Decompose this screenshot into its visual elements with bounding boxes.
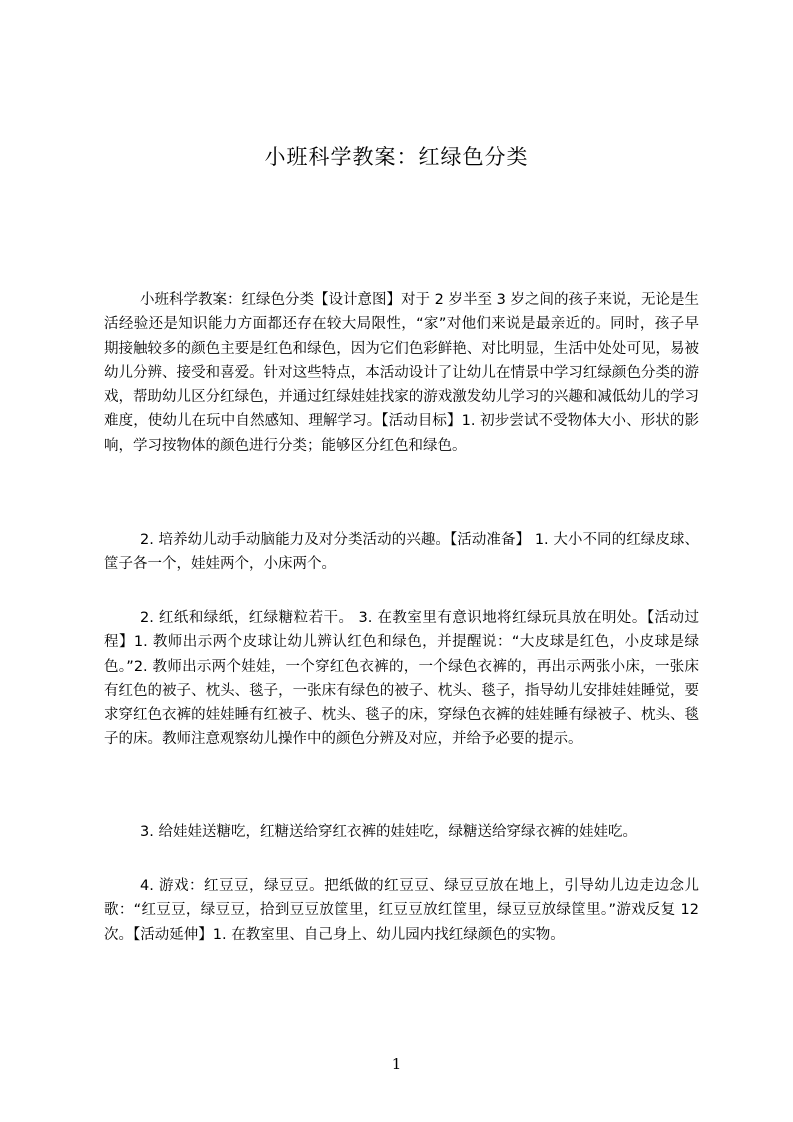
paragraph-activity-preparation: 2. 培养幼儿动手动脑能力及对分类活动的兴趣。【活动准备】 1. 大小不同的红绿皮球、筐子各一个，娃娃两个，小床两个。: [104, 532, 699, 573]
paragraph-candy-step: 3. 给娃娃送糖吃，红糖送给穿红衣裤的娃娃吃，绿糖送给穿绿衣裤的娃娃吃。: [140, 824, 637, 840]
page-number: 1: [391, 1055, 402, 1073]
document-title: 小班科学教案：红绿色分类: [264, 145, 529, 169]
paragraph-bean-game: 4. 游戏：红豆豆，绿豆豆。把纸做的红豆豆、绿豆豆放在地上，引导幼儿边走边念儿歌：“红豆豆，绿豆豆，拾到豆豆放筐里，红豆豆放红筐里，绿豆豆放绿筐里。”游戏反复 12 次。【活动延伸】1. 在教室里、自己身上、幼儿园内找红绿颜色的实物。: [104, 878, 699, 943]
paragraph-activity-process: 2. 红纸和绿纸，红绿糖粒若干。 3. 在教室里有意识地将红绿玩具放在明处。【活动过程】1. 教师出示两个皮球让幼儿辨认红色和绿色，并提醒说：“大皮球是红色，小皮球是绿色。”2. 教师出示两个娃娃，一个穿红色衣裤的，一个绿色衣裤的，再出示两张小床，一张床有红色的被子、枕头、毯子，一张床有绿色的被子、枕头、毯子，指导幼儿安排娃娃睡觉，要求穿红色衣裤的娃娃睡有红被子、枕头、毯子的床，穿绿色衣裤的娃娃睡有绿被子、枕头、毯子的床。教师注意观察幼儿操作中的颜色分辨及对应，并给予必要的提示。: [104, 610, 699, 748]
paragraph-design-intent: 小班科学教案：红绿色分类【设计意图】对于 2 岁半至 3 岁之间的孩子来说，无论是生活经验还是知识能力方面都还存在较大局限性，“家”对他们来说是最亲近的。同时，孩子早期接触较多的颜色主要是红色和绿色，因为它们色彩鲜艳、对比明显，生活中处处可见，易被幼儿分辨、接受和喜爱。针对这些特点，本活动设计了让幼儿在情景中学习红绿颜色分类的游戏，帮助幼儿区分红绿色，并通过红绿娃娃找家的游戏激发幼儿学习的兴趣和减低幼儿的学习难度，使幼儿在玩中自然感知、理解学习。【活动目标】1. 初步尝试不受物体大小、形状的影响，学习按物体的颜色进行分类；能够区分红色和绿色。: [104, 292, 699, 454]
